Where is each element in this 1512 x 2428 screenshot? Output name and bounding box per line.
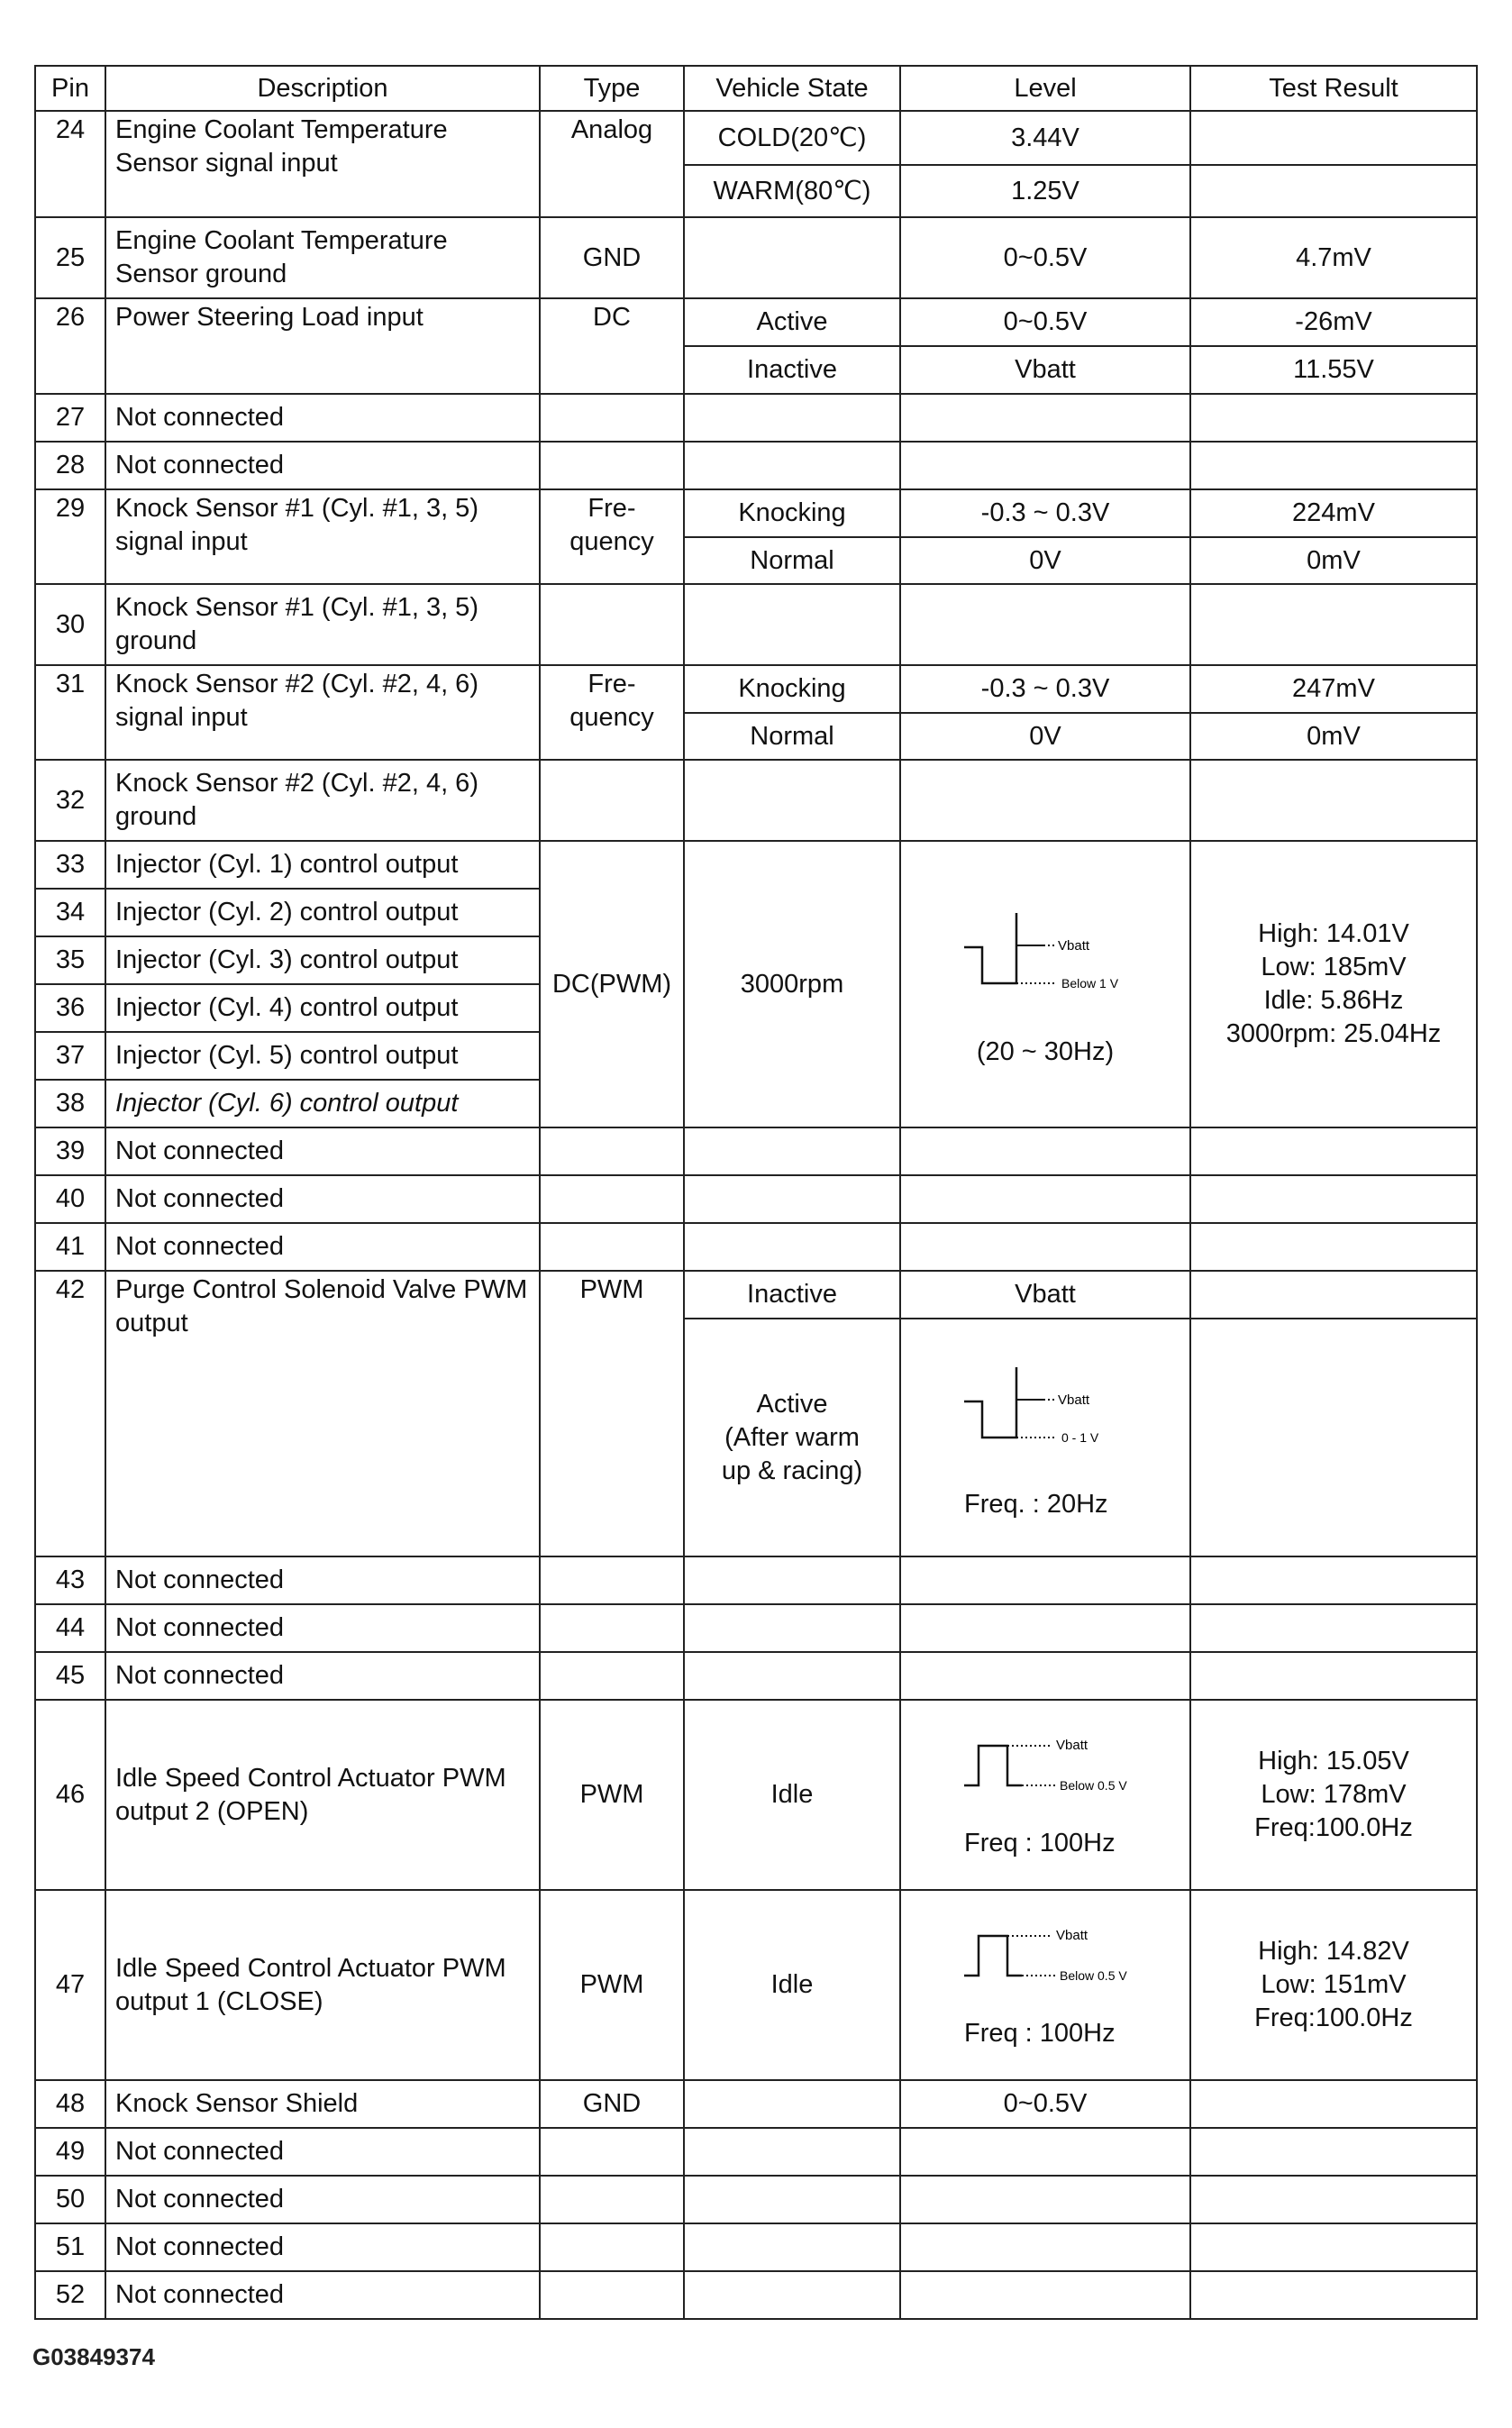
- type-line: quency: [569, 703, 654, 732]
- pin-number: 51: [35, 2223, 105, 2271]
- table-row: [35, 760, 1477, 841]
- pin-number: 35: [35, 936, 105, 984]
- header-vehicle-state: Vehicle State: [684, 66, 900, 111]
- result-line: Freq:100.0Hz: [1254, 1813, 1413, 1842]
- table-row: [35, 2223, 1477, 2271]
- pin-type: PWM: [540, 1271, 684, 1556]
- pin-description: Knock Sensor #1 (Cyl. #1, 3, 5) ground: [105, 584, 540, 665]
- pin-number: 46: [35, 1700, 105, 1890]
- header-level: Level: [900, 66, 1190, 111]
- pin-type: PWM: [540, 1700, 684, 1890]
- vehicle-state: Idle: [684, 1700, 900, 1890]
- table-row: [35, 2176, 1477, 2223]
- pin-description: Knock Sensor #2 (Cyl. #2, 4, 6) ground: [105, 760, 540, 841]
- wave-high-label: Vbatt: [1056, 1738, 1088, 1753]
- table-row: [35, 1127, 1477, 1175]
- level: -0.3 ~ 0.3V: [900, 665, 1190, 713]
- pin-number: 25: [35, 217, 105, 298]
- pin-type: GND: [540, 2080, 684, 2128]
- pin-number: 30: [35, 584, 105, 665]
- level: 3.44V: [900, 111, 1190, 165]
- pin-description: Not connected: [105, 1127, 540, 1175]
- level-waveform-cell: [900, 841, 1190, 1127]
- table-row: [35, 1700, 1477, 1890]
- table-row: [35, 394, 1477, 442]
- pin-description: Not connected: [105, 1175, 540, 1223]
- pin-type: DC: [540, 298, 684, 394]
- header-type: Type: [540, 66, 684, 111]
- pin-description: Purge Control Solenoid Valve PWM output: [105, 1271, 540, 1556]
- pin-number: 49: [35, 2128, 105, 2176]
- vehicle-state: Knocking: [684, 665, 900, 713]
- level: 1.25V: [900, 165, 1190, 217]
- vehicle-state: Normal: [684, 713, 900, 760]
- isc-close-waveform: [946, 1920, 1144, 2001]
- isc-open-waveform: [946, 1730, 1144, 1811]
- result-line: Freq:100.0Hz: [1254, 2004, 1413, 2032]
- waveform-frequency: (20 ~ 30Hz): [976, 1036, 1115, 1066]
- table-row: [35, 1890, 1477, 2080]
- pin-number: 27: [35, 394, 105, 442]
- pin-number: 39: [35, 1127, 105, 1175]
- pin-description: Knock Sensor Shield: [105, 2080, 540, 2128]
- level-waveform-cell: [900, 1890, 1190, 2080]
- state-line: Active: [756, 1389, 828, 1419]
- level: Vbatt: [900, 1271, 1190, 1319]
- test-result: [1190, 1890, 1477, 2080]
- vehicle-state: Idle: [684, 1890, 900, 2080]
- wave-high-label: Vbatt: [1058, 1392, 1090, 1408]
- pin-number: 44: [35, 1604, 105, 1652]
- pin-type: [540, 489, 684, 584]
- level: -0.3 ~ 0.3V: [900, 489, 1190, 537]
- state-line: (After warm: [724, 1422, 860, 1452]
- pin-description: Idle Speed Control Actuator PWM output 1 (CLOSE): [105, 1890, 540, 2080]
- table-row: [35, 111, 1477, 165]
- pin-description: Not connected: [105, 2271, 540, 2319]
- pin-description: Not connected: [105, 394, 540, 442]
- vehicle-state: [684, 1319, 900, 1556]
- type-line: Fre-: [587, 494, 636, 523]
- pin-number: 48: [35, 2080, 105, 2128]
- table-row: [35, 489, 1477, 537]
- test-result: 224mV: [1190, 489, 1477, 537]
- vehicle-state: 3000rpm: [684, 841, 900, 1127]
- pin-description: Injector (Cyl. 6) control output: [105, 1080, 540, 1127]
- table-row: [35, 298, 1477, 346]
- table-row: [35, 841, 1477, 889]
- pin-description: Not connected: [105, 1652, 540, 1700]
- pin-description: Injector (Cyl. 2) control output: [105, 889, 540, 936]
- pin-number: 43: [35, 1556, 105, 1604]
- pin-description: Not connected: [105, 2176, 540, 2223]
- table-row: [35, 1175, 1477, 1223]
- purge-waveform: [946, 1355, 1144, 1454]
- figure-id: G03849374: [32, 2343, 155, 2370]
- table-row: [35, 217, 1477, 298]
- pin-description: Injector (Cyl. 5) control output: [105, 1032, 540, 1080]
- pin-description: Not connected: [105, 2128, 540, 2176]
- level: 0~0.5V: [900, 217, 1190, 298]
- test-result: 0mV: [1190, 537, 1477, 584]
- pin-number: 33: [35, 841, 105, 889]
- level: Vbatt: [900, 346, 1190, 394]
- pin-type: PWM: [540, 1890, 684, 2080]
- pin-number: 31: [35, 665, 105, 760]
- pin-number: 29: [35, 489, 105, 584]
- table-row: [35, 1604, 1477, 1652]
- injector-waveform: [946, 900, 1144, 999]
- pin-number: 50: [35, 2176, 105, 2223]
- vehicle-state: Knocking: [684, 489, 900, 537]
- pin-description: Injector (Cyl. 4) control output: [105, 984, 540, 1032]
- wave-high-label: Vbatt: [1058, 937, 1090, 954]
- test-result: -26mV: [1190, 298, 1477, 346]
- vehicle-state: Active: [684, 298, 900, 346]
- waveform-frequency: Freq : 100Hz: [964, 1829, 1116, 1858]
- pin-description: Injector (Cyl. 1) control output: [105, 841, 540, 889]
- pin-description: Idle Speed Control Actuator PWM output 2 (OPEN): [105, 1700, 540, 1890]
- pin-number: 28: [35, 442, 105, 489]
- level: 0~0.5V: [900, 298, 1190, 346]
- result-line: High: 15.05V: [1258, 1747, 1409, 1775]
- pin-number: 34: [35, 889, 105, 936]
- test-result: 247mV: [1190, 665, 1477, 713]
- table-row: [35, 442, 1477, 489]
- pin-table: [34, 65, 1478, 2320]
- pin-number: 42: [35, 1271, 105, 1556]
- type-line: Fre-: [587, 670, 636, 698]
- table-row: [35, 1652, 1477, 1700]
- vehicle-state: [684, 217, 900, 298]
- table-row: [35, 1223, 1477, 1271]
- vehicle-state: Inactive: [684, 346, 900, 394]
- result-line: 3000rpm: 25.04Hz: [1225, 1019, 1442, 1048]
- pin-description: Power Steering Load input: [105, 298, 540, 394]
- header-row: [35, 66, 1477, 111]
- pin-number: 41: [35, 1223, 105, 1271]
- pin-number: 47: [35, 1890, 105, 2080]
- table-row: [35, 584, 1477, 665]
- pin-description: Not connected: [105, 1604, 540, 1652]
- pin-type: GND: [540, 217, 684, 298]
- level: 0V: [900, 537, 1190, 584]
- header-description: Description: [105, 66, 540, 111]
- test-result: 4.7mV: [1190, 217, 1477, 298]
- pin-type: [540, 665, 684, 760]
- waveform-frequency: Freq. : 20Hz: [964, 1489, 1108, 1519]
- pin-number: 24: [35, 111, 105, 217]
- test-result: [1190, 111, 1477, 165]
- pin-description: Knock Sensor #2 (Cyl. #2, 4, 6) signal input: [105, 665, 540, 760]
- pin-number: 37: [35, 1032, 105, 1080]
- wave-low-label: Below 1 V: [1061, 975, 1119, 990]
- level: 0V: [900, 713, 1190, 760]
- table-row: [35, 1556, 1477, 1604]
- pin-number: 40: [35, 1175, 105, 1223]
- table-row: [35, 2271, 1477, 2319]
- pin-number: 32: [35, 760, 105, 841]
- pin-type: DC(PWM): [540, 841, 684, 1127]
- result-line: Idle: 5.86Hz: [1263, 986, 1404, 1015]
- table-row: [35, 1271, 1477, 1319]
- pin-description: Not connected: [105, 2223, 540, 2271]
- result-line: Low: 151mV: [1261, 1970, 1407, 1999]
- pin-number: 52: [35, 2271, 105, 2319]
- pin-type: Analog: [540, 111, 684, 217]
- pin-number: 36: [35, 984, 105, 1032]
- vehicle-state: COLD(20℃): [684, 111, 900, 165]
- table-row: [35, 2128, 1477, 2176]
- result-line: High: 14.01V: [1258, 919, 1409, 948]
- pin-description: Not connected: [105, 1556, 540, 1604]
- test-result: [1190, 1700, 1477, 1890]
- header-pin: Pin: [35, 66, 105, 111]
- wave-low-label: Below 0.5 V: [1060, 1968, 1127, 1983]
- vehicle-state: Normal: [684, 537, 900, 584]
- wave-high-label: Vbatt: [1056, 1928, 1088, 1943]
- pin-description: Not connected: [105, 1223, 540, 1271]
- test-result: [1190, 165, 1477, 217]
- pin-description: Engine Coolant Temperature Sensor signal input: [105, 111, 540, 217]
- test-result: 0mV: [1190, 713, 1477, 760]
- pin-description: Not connected: [105, 442, 540, 489]
- level-waveform-cell: [900, 1700, 1190, 1890]
- level-waveform-cell: [900, 1319, 1190, 1556]
- state-line: up & racing): [721, 1456, 863, 1485]
- waveform-frequency: Freq : 100Hz: [964, 2019, 1116, 2048]
- pin-number: 38: [35, 1080, 105, 1127]
- test-result: 11.55V: [1190, 346, 1477, 394]
- pin-description: Knock Sensor #1 (Cyl. #1, 3, 5) signal input: [105, 489, 540, 584]
- result-line: Low: 185mV: [1261, 953, 1407, 981]
- pin-number: 45: [35, 1652, 105, 1700]
- pin-number: 26: [35, 298, 105, 394]
- wave-low-label: 0 - 1 V: [1061, 1429, 1099, 1445]
- test-result: [1190, 841, 1477, 1127]
- pin-description: Injector (Cyl. 3) control output: [105, 936, 540, 984]
- table-row: [35, 665, 1477, 713]
- header-test-result: Test Result: [1190, 66, 1477, 111]
- type-line: quency: [569, 527, 654, 556]
- result-line: High: 14.82V: [1258, 1937, 1409, 1966]
- pin-description: Engine Coolant Temperature Sensor ground: [105, 217, 540, 298]
- table-row: [35, 2080, 1477, 2128]
- result-line: Low: 178mV: [1261, 1780, 1407, 1809]
- vehicle-state: WARM(80℃): [684, 165, 900, 217]
- level: 0~0.5V: [900, 2080, 1190, 2128]
- wave-low-label: Below 0.5 V: [1060, 1778, 1127, 1793]
- vehicle-state: Inactive: [684, 1271, 900, 1319]
